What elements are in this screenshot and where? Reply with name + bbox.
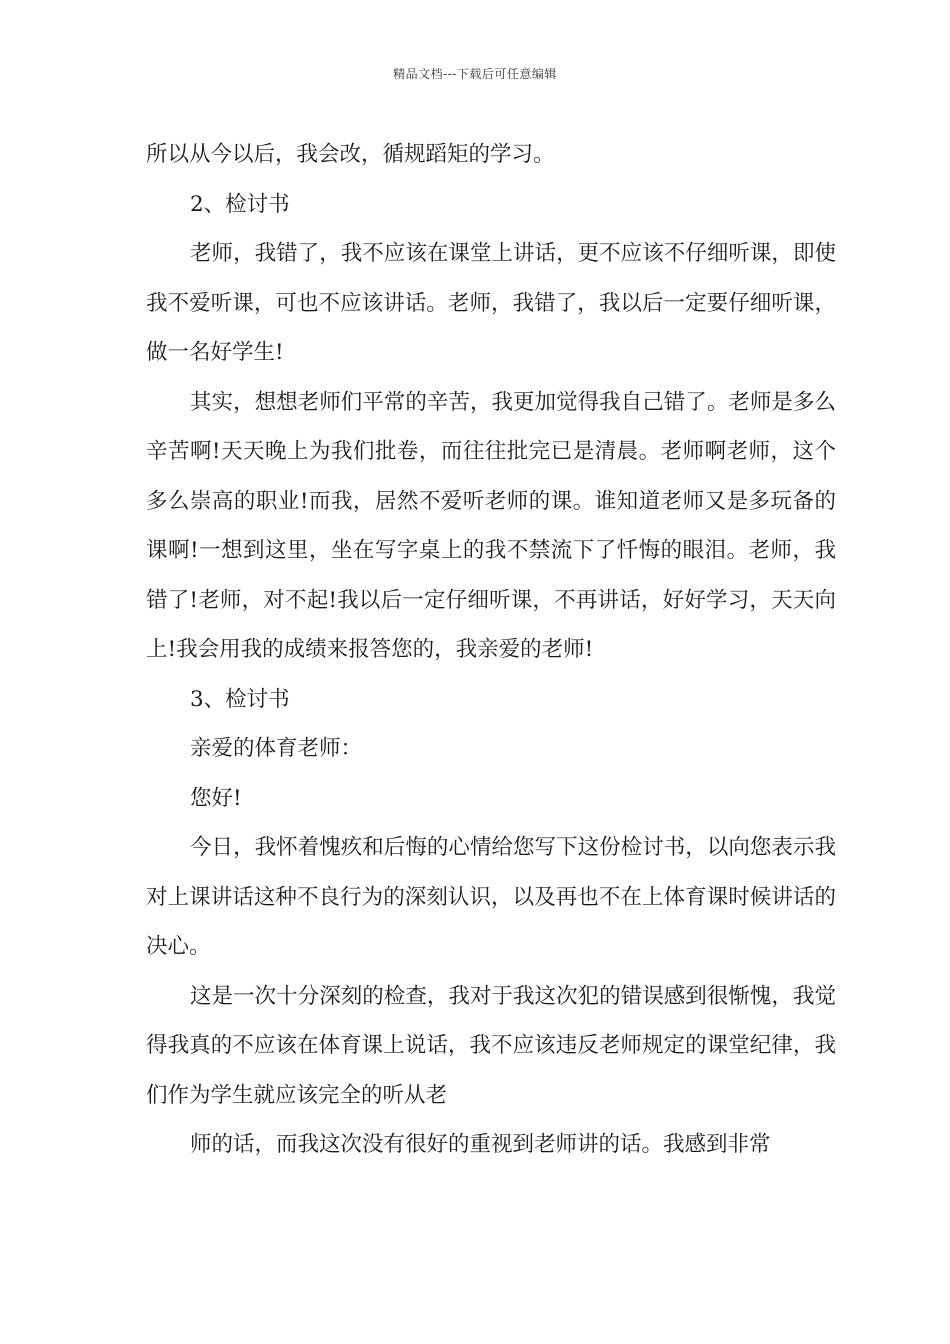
section-heading: 2、检讨书 — [190, 191, 290, 217]
paragraph: 今日，我怀着愧疚和后悔的心情给您写下这份检讨书，以向您表示我对上课讲话这种不良行为的深刻认识，以及再也不在上体育课时候讲话的决心。 — [146, 835, 836, 959]
paragraph: 这是一次十分深刻的检查，我对于我这次犯的错误感到很惭愧，我觉得我真的不应该在体育课上说话，我不应该违反老师规定的课堂纪律，我们作为学生就应该完全的听从老 — [146, 983, 836, 1108]
greeting: 您好! — [190, 785, 242, 811]
paragraph: 所以从今以后，我会改，循规蹈矩的学习。 — [146, 142, 555, 167]
salutation: 亲爱的体育老师： — [190, 736, 363, 761]
section-heading: 3、检讨书 — [190, 686, 290, 712]
paragraph: 师的话，而我这次没有很好的重视到老师讲的话。我感到非常 — [190, 1132, 771, 1157]
document-body — [146, 130, 836, 1170]
paragraph: 其实，想想老师们平常的辛苦，我更加觉得我自己错了。老师是多么辛苦啊!天天晚上为我们批卷，而往往批完已是清晨。老师啊老师，这个多么崇高的职业!而我，居然不爱听老师的课。谁知道老师又是多玩备的课啊!一想到这里，坐在写字桌上的我不禁流下了忏悔的眼泪。老师，我错了!老师，对不起!我以后一定仔细听课，不再讲话，好好学习，天天向上!我会用我的成绩来报答您的，我亲爱的老师! — [146, 389, 836, 662]
paragraph: 老师，我错了，我不应该在课堂上讲话，更不应该不仔细听课，即使我不爱听课，可也不应该讲话。老师，我错了，我以后一定要仔细听课，做一名好学生! — [146, 241, 836, 365]
page-header: 精品文档---下载后可任意编辑 — [393, 67, 557, 81]
